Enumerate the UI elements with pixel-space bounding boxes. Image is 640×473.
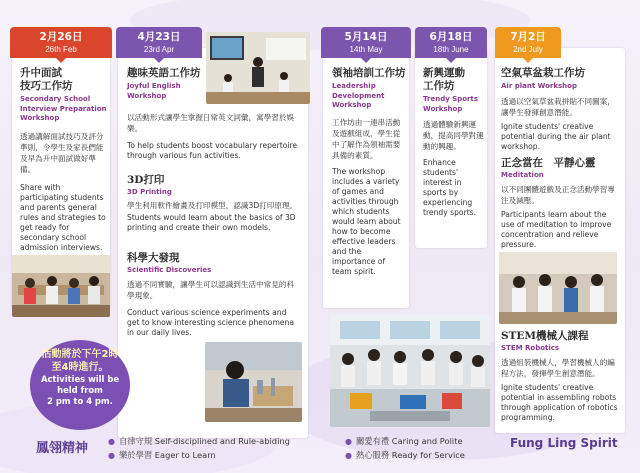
meditation-body-en: Participants learn about the use of meditation to improve concentration and relieve pressure.: [501, 209, 612, 249]
tab-date-cn: 4月23日: [137, 31, 181, 43]
sports-body-en: Enhance students' interest in sports by experiencing trendy sports.: [423, 158, 477, 217]
motto-item-1: [108, 435, 290, 447]
printing-title-en: 3D Printing: [127, 188, 172, 196]
robotics-title-en: STEM Robotics: [501, 344, 560, 352]
plant-title-en: Air plant Workshop: [501, 82, 577, 90]
motto-item-3: [345, 435, 463, 447]
tab-date-en: 14th May: [349, 45, 383, 54]
meditation-section: [501, 157, 621, 250]
time-notice-cn-1: 活動將於下午2時: [41, 349, 119, 360]
interview-photo: [12, 255, 110, 317]
tab-apr: [116, 27, 202, 58]
tab-date-en: 18th June: [433, 45, 469, 54]
motto-en: Fung Ling Spirit: [510, 436, 618, 450]
tab-date-cn: 5月14日: [344, 31, 388, 43]
leadership-title-cn: 領袖培訓工作坊: [332, 67, 406, 79]
motto-cn: 鳳翎精神: [36, 441, 89, 456]
time-notice-en-2: held from: [57, 385, 103, 395]
science-body-en: Conduct various science experiments and get to know interesting science phenomena in our daily lives.: [127, 307, 294, 337]
time-notice-bubble: [30, 340, 130, 430]
sports-title-cn-2: 工作坊: [423, 80, 455, 92]
plant-section: [501, 67, 621, 152]
sports-body-cn: 透過體驗新興運動，提高同學對運動的興趣。: [423, 120, 484, 151]
leadership-section: [332, 67, 406, 277]
meditation-body-cn: 以不同團體遊戲及正念活動學習專注及減壓。: [501, 184, 615, 205]
meditation-photo: [499, 252, 617, 324]
sports-title-cn-1: 新興運動: [423, 67, 465, 79]
leadership-title-en: Leadership Development Workshop: [332, 82, 385, 109]
printing-body-cn: 學生利用軟件繪畫及打印模型，認識3D打印原理。: [127, 200, 298, 210]
time-notice-en-3: 2 pm to 4 pm.: [47, 396, 113, 406]
printing-body-en: Students would learn about the basics of 3D printing and create their own models.: [127, 212, 296, 232]
tab-date-cn: 2月26日: [39, 31, 83, 43]
english-body-en: To help students boost vocabulary repertoire through various fun activities.: [127, 141, 298, 160]
plant-title-cn: 空氣草盆栽工作坊: [501, 67, 585, 79]
english-body: [127, 112, 299, 161]
tab-date-en: 2nd July: [513, 45, 543, 54]
interview-title-cn-1: 升中面試: [20, 67, 62, 79]
english-title-cn: 趣味英語工作坊: [127, 67, 201, 79]
robotics-body-cn: 透過組裝機械人，學習機械人的編程方法，發揮學生創意潛能。: [501, 357, 615, 378]
english-section: [127, 67, 203, 101]
motto-item-4: [345, 449, 465, 461]
english-title-en: Joyful English Workshop: [127, 82, 181, 100]
interview-body-cn: 透過講解面試技巧及評分準則，令學生及家長們能及早為升中面試做好準備。: [20, 131, 104, 174]
science-section: [127, 252, 299, 338]
robotics-body-en: Ignite students' creative potential in assembling robots through application of robotics programming.: [501, 382, 618, 422]
interview-title-cn-2: 技巧工作坊: [20, 80, 73, 92]
meditation-title-en: Meditation: [501, 171, 544, 179]
sports-title-en: Trendy Sports Workshop: [423, 95, 479, 113]
robotics-photo: [330, 315, 490, 427]
tab-date-cn: 6月18日: [429, 31, 473, 43]
motto-item-4-text: 熱心服務 Ready for Service: [355, 450, 465, 460]
tab-june: [415, 27, 487, 58]
science-title-cn: 科學大發現: [127, 252, 180, 264]
interview-section: [20, 67, 108, 253]
tab-july: [495, 27, 561, 58]
robotics-section: [501, 330, 621, 423]
bullet-icon: ●: [108, 451, 115, 460]
meditation-title-cn: 正念當在 平靜心靈: [501, 157, 596, 169]
tab-date-en: 23rd Apr: [143, 45, 175, 54]
science-photo: [205, 342, 302, 422]
plant-body-cn: 透過以空氣草盆栽拼貼不同圖案，讓學生發揮創意潛能。: [501, 96, 615, 117]
bullet-icon: ●: [345, 451, 352, 460]
sports-section: [423, 67, 485, 218]
motto-item-2-text: 樂於學習 Eager to Learn: [118, 450, 216, 460]
printing-section: [127, 174, 299, 233]
tab-may: [321, 27, 411, 58]
motto-item-1-text: 自律守規 Self-disciplined and Rule-abiding: [118, 436, 290, 446]
motto-item-2: [108, 449, 216, 461]
english-workshop-photo: [206, 32, 310, 104]
science-title-en: Scientific Discoveries: [127, 266, 212, 274]
science-body-cn: 透過不同實驗，讓學生可以認識到生活中常見的科學現象。: [127, 279, 295, 300]
tab-feb: [10, 27, 112, 58]
bullet-icon: ●: [345, 437, 352, 446]
printing-title-cn: 3D打印: [127, 174, 165, 186]
bullet-icon: ●: [108, 437, 115, 446]
motto-item-3-text: 關愛有禮 Caring and Polite: [355, 436, 463, 446]
robotics-title-cn: STEM機械人課程: [501, 330, 589, 342]
leadership-body-cn: 工作坊由一連串活動及遊戲組成，學生從中了解作為領袖需要具備的素質。: [332, 117, 401, 160]
tab-date-cn: 7月2日: [510, 31, 546, 43]
tab-date-en: 26th Feb: [45, 45, 77, 54]
time-notice-en-1: Activities will be: [40, 374, 120, 384]
time-notice-cn-2: 至4時進行。: [51, 362, 109, 373]
interview-title-en: Secondary School Interview Preparation Workshop: [20, 95, 107, 122]
interview-body-en: Share with participating students and parents general rules and strategies to get ready for secondary school admission interviews.: [20, 182, 106, 252]
leadership-body-en: The workshop includes a variety of games and activities through which students would learn about how to become effective leaders and the importance of team spirit.: [332, 166, 401, 276]
plant-body-en: Ignite students' creative potential during the air plant workshop.: [501, 121, 611, 151]
english-body-cn: 以活動形式讓學生掌握日常英文詞彙，寓學習於娛樂。: [127, 113, 295, 133]
